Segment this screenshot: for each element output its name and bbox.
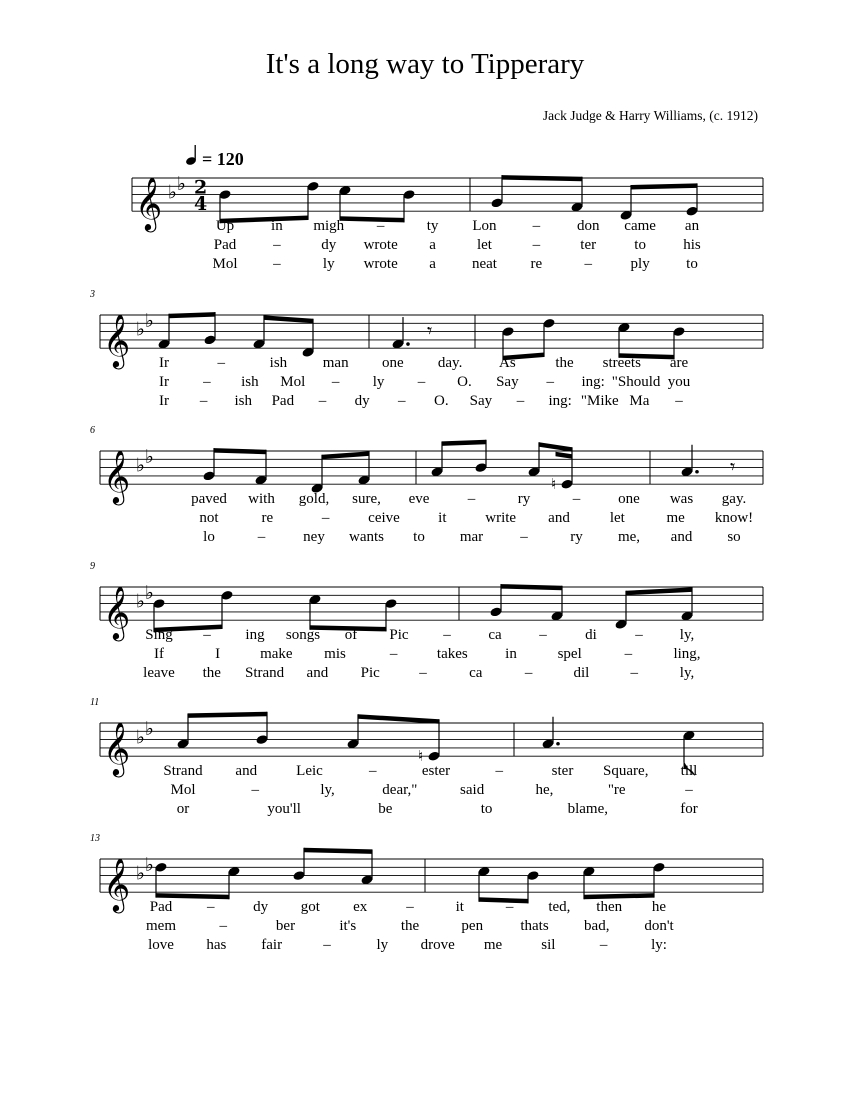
- lyric-syllable: re: [530, 256, 543, 272]
- beam: [501, 584, 562, 590]
- lyric-syllable: ry: [517, 491, 531, 507]
- lyric-syllable: the: [400, 918, 420, 934]
- lyric-syllable: sil: [541, 937, 556, 953]
- lyric-syllable: ted,: [548, 899, 571, 915]
- lyric-syllable: Mol: [212, 256, 238, 272]
- lyric-syllable: –: [584, 256, 592, 272]
- flat-icon: ♭: [145, 582, 154, 605]
- flat-icon: ♭: [145, 446, 154, 469]
- natural-icon: ♮: [418, 747, 424, 766]
- flat-icon: ♭: [177, 173, 186, 196]
- lyric-syllable: –: [369, 763, 377, 779]
- time-signature-bottom: 4: [194, 193, 208, 216]
- lyric-syllable: dy: [321, 237, 337, 253]
- lyric-syllable: spel: [557, 646, 582, 662]
- eighth-rest-icon: 𝄾: [730, 454, 736, 479]
- lyric-syllable: and: [235, 763, 258, 779]
- lyric-syllable: leave: [143, 665, 175, 681]
- lyric-syllable: to: [686, 256, 698, 272]
- lyric-syllable: As: [498, 355, 516, 371]
- lyric-syllable: drove: [420, 937, 455, 953]
- lyric-syllable: me: [483, 937, 503, 953]
- beam: [304, 848, 372, 854]
- lyric-syllable: ter: [580, 237, 597, 253]
- lyric-syllable: Strand: [163, 763, 203, 779]
- flat-icon: ♭: [136, 318, 145, 341]
- lyric-syllable: ca: [469, 665, 483, 681]
- lyric-syllable: came: [624, 218, 656, 234]
- lyric-syllable: ester: [421, 763, 451, 779]
- beam: [358, 714, 439, 723]
- lyric-syllable: ly: [376, 937, 389, 953]
- lyric-syllable: Pad: [149, 899, 173, 915]
- lyric-syllable: –: [419, 665, 427, 681]
- lyric-syllable: Lon: [472, 218, 497, 234]
- lyric-syllable: mar: [459, 529, 484, 545]
- lyric-syllable: Strand: [245, 665, 285, 681]
- lyric-syllable: mem: [146, 918, 176, 934]
- score-title: It's a long way to Tipperary: [265, 48, 585, 80]
- lyric-syllable: –: [443, 627, 451, 643]
- lyric-syllable: lo: [203, 529, 215, 545]
- lyric-syllable: ish: [241, 374, 259, 390]
- lyric-syllable: ber: [275, 918, 296, 934]
- lyric-syllable: ex: [353, 899, 368, 915]
- lyric-syllable: Say: [496, 374, 519, 390]
- lyric-syllable: wrote: [363, 237, 398, 253]
- lyric-syllable: for: [680, 801, 698, 817]
- lyric-syllable: so: [727, 529, 741, 545]
- lyric-syllable: –: [273, 256, 281, 272]
- lyric-syllable: Ir: [159, 374, 169, 390]
- beam: [539, 442, 572, 451]
- lyric-syllable: –: [318, 393, 327, 409]
- lyric-syllable: Say: [469, 393, 493, 409]
- lyric-syllable: –: [199, 393, 208, 409]
- lyric-syllable: the: [555, 355, 574, 371]
- lyric-syllable: he,: [535, 782, 554, 798]
- lyric-syllable: –: [685, 782, 693, 798]
- treble-clef-icon: 𝄞: [103, 721, 131, 776]
- lyric-syllable: Pad: [213, 237, 237, 253]
- lyric-syllable: –: [217, 355, 225, 371]
- lyric-syllable: or: [176, 801, 190, 817]
- eighth-rest-icon: 𝄾: [427, 318, 433, 343]
- lyric-syllable: –: [505, 899, 514, 915]
- lyric-syllable: –: [599, 937, 608, 953]
- lyric-syllable: ing:: [581, 374, 605, 390]
- flat-icon: ♭: [136, 590, 145, 613]
- flat-icon: ♭: [136, 454, 145, 477]
- lyric-syllable: –: [635, 627, 643, 643]
- measure-number: 6: [90, 425, 95, 436]
- lyric-syllable: Sing: [145, 627, 173, 643]
- lyric-syllable: Ir: [159, 393, 169, 409]
- lyric-syllable: to: [413, 529, 425, 545]
- lyric-syllable: takes: [436, 646, 468, 662]
- lyric-syllable: in: [271, 218, 283, 234]
- lyric-syllable: pen: [461, 918, 484, 934]
- lyric-syllable: –: [520, 529, 528, 545]
- lyric-syllable: to: [480, 801, 493, 817]
- lyric-syllable: one: [382, 355, 404, 371]
- lyric-syllable: –: [532, 218, 541, 234]
- lyric-syllable: –: [219, 918, 227, 934]
- lyric-syllable: dy: [253, 899, 269, 915]
- lyric-syllable: me,: [617, 529, 641, 545]
- lyric-syllable: till: [680, 763, 698, 779]
- lyric-syllable: –: [323, 937, 331, 953]
- lyric-syllable: –: [257, 529, 266, 545]
- lyric-syllable: ca: [488, 627, 502, 643]
- lyric-syllable: ceive: [368, 510, 400, 526]
- lyric-syllable: –: [516, 393, 525, 409]
- lyric-syllable: –: [397, 393, 406, 409]
- lyric-syllable: a: [429, 237, 436, 253]
- lyric-syllable: –: [389, 646, 398, 662]
- lyric-syllable: don: [576, 218, 600, 234]
- lyric-syllable: dear,": [382, 782, 418, 798]
- lyric-syllable: paved: [191, 491, 227, 507]
- beam: [442, 440, 486, 446]
- beam: [169, 312, 215, 318]
- lyric-syllable: ty: [426, 218, 439, 234]
- lyric-syllable: migh: [313, 218, 345, 234]
- lyric-syllable: –: [203, 374, 211, 390]
- lyric-syllable: you: [667, 374, 691, 390]
- lyric-syllable: sure,: [352, 491, 381, 507]
- lyric-syllable: me: [666, 510, 685, 526]
- lyric-syllable: are: [669, 355, 689, 371]
- lyric-syllable: fair: [261, 937, 283, 953]
- lyric-syllable: ney: [303, 529, 325, 545]
- lyric-syllable: was: [669, 491, 694, 507]
- lyric-syllable: ing: [245, 627, 265, 643]
- flat-icon: ♭: [136, 862, 145, 885]
- lyric-syllable: Square,: [603, 763, 649, 779]
- lyric-syllable: has: [206, 937, 227, 953]
- lyric-syllable: you'll: [267, 801, 301, 817]
- lyric-syllable: neat: [471, 256, 497, 272]
- lyric-syllable: If: [154, 646, 164, 662]
- lyric-syllable: and: [306, 665, 329, 681]
- lyric-syllable: and: [548, 510, 570, 526]
- tempo-bpm: = 120: [202, 149, 244, 169]
- lyric-syllable: his: [683, 237, 701, 253]
- lyric-syllable: to: [634, 237, 646, 253]
- flat-icon: ♭: [136, 726, 145, 749]
- lyric-syllable: be: [378, 801, 393, 817]
- beam: [264, 315, 313, 323]
- flat-icon: ♭: [145, 854, 154, 877]
- lyric-syllable: –: [321, 510, 330, 526]
- lyric-syllable: ly,: [679, 665, 695, 681]
- lyric-syllable: –: [675, 393, 683, 409]
- lyric-syllable: ish: [269, 355, 288, 371]
- lyric-syllable: blame,: [567, 801, 608, 817]
- lyric-syllable: with: [248, 491, 275, 507]
- lyric-syllable: let: [609, 510, 625, 526]
- lyric-syllable: ly,: [320, 782, 335, 798]
- lyric-syllable: dy: [354, 393, 370, 409]
- lyric-syllable: let: [476, 237, 492, 253]
- lyric-syllable: di: [585, 627, 597, 643]
- lyric-syllable: it's: [339, 918, 357, 934]
- lyric-syllable: of: [344, 627, 358, 643]
- lyric-syllable: Ma: [629, 393, 650, 409]
- lyric-syllable: not: [199, 510, 219, 526]
- lyric-syllable: –: [467, 491, 476, 507]
- treble-clef-icon: 𝄞: [103, 449, 131, 504]
- lyric-syllable: "re: [607, 782, 626, 798]
- lyric-syllable: O.: [434, 393, 449, 409]
- lyric-syllable: Mol: [170, 782, 196, 798]
- lyric-syllable: –: [524, 665, 533, 681]
- lyric-syllable: the: [202, 665, 221, 681]
- lyric-syllable: –: [630, 665, 638, 681]
- lyric-syllable: make: [260, 646, 293, 662]
- lyric-syllable: I: [215, 646, 221, 662]
- lyric-syllable: ry: [570, 529, 583, 545]
- lyric-syllable: ing:: [548, 393, 572, 409]
- lyric-syllable: –: [546, 374, 554, 390]
- lyric-syllable: he: [651, 899, 667, 915]
- lyric-syllable: got: [300, 899, 320, 915]
- lyric-syllable: gold,: [298, 491, 330, 507]
- lyric-syllable: said: [460, 782, 485, 798]
- lyric-syllable: ly,: [679, 627, 695, 643]
- lyric-syllable: –: [203, 627, 211, 643]
- lyric-syllable: it: [438, 510, 447, 526]
- lyric-syllable: day.: [437, 355, 463, 371]
- beam: [479, 897, 528, 903]
- lyric-syllable: –: [539, 627, 547, 643]
- lyric-syllable: Mol: [280, 374, 306, 390]
- treble-clef-icon: 𝄞: [135, 176, 163, 231]
- measure-number: 13: [90, 833, 100, 844]
- lyric-syllable: songs: [285, 627, 321, 643]
- lyric-syllable: –: [251, 782, 260, 798]
- beam: [556, 452, 573, 459]
- lyric-syllable: ply: [630, 256, 650, 272]
- lyric-syllable: –: [406, 899, 414, 915]
- beam: [502, 175, 582, 181]
- lyric-syllable: –: [331, 374, 340, 390]
- lyric-syllable: man: [322, 355, 349, 371]
- beam: [214, 448, 266, 454]
- lyric-syllable: –: [417, 374, 426, 390]
- flat-icon: ♭: [145, 718, 154, 741]
- beam: [188, 712, 267, 718]
- lyric-syllable: Pad: [271, 393, 295, 409]
- lyric-syllable: dil: [573, 665, 590, 681]
- time-signature-top: 2: [194, 176, 208, 199]
- lyric-syllable: –: [532, 237, 541, 253]
- natural-icon: ♮: [551, 475, 557, 494]
- lyric-syllable: eve: [408, 491, 430, 507]
- lyric-syllable: –: [624, 646, 633, 662]
- lyric-syllable: and: [670, 529, 693, 545]
- lyric-syllable: bad,: [584, 918, 610, 934]
- lyric-syllable: thats: [520, 918, 549, 934]
- lyric-syllable: streets: [602, 355, 641, 371]
- beam: [631, 183, 697, 189]
- lyric-syllable: love: [148, 937, 174, 953]
- beam: [626, 587, 692, 595]
- beam: [322, 451, 369, 459]
- treble-clef-icon: 𝄞: [103, 585, 131, 640]
- dot: [556, 742, 560, 746]
- lyric-syllable: one: [618, 491, 640, 507]
- lyric-syllable: O.: [457, 374, 472, 390]
- lyric-syllable: wants: [349, 529, 384, 545]
- lyric-syllable: know!: [714, 510, 754, 526]
- lyric-syllable: ish: [234, 393, 252, 409]
- lyric-syllable: an: [684, 218, 700, 234]
- lyric-syllable: wrote: [363, 256, 398, 272]
- lyric-syllable: mis: [324, 646, 346, 662]
- measure-number: 3: [90, 289, 95, 300]
- treble-clef-icon: 𝄞: [103, 313, 131, 368]
- lyric-syllable: re: [261, 510, 274, 526]
- measure-number: 9: [90, 561, 95, 572]
- lyric-syllable: "Mike: [580, 393, 619, 409]
- composer-credit: Jack Judge & Harry Williams, (c. 1912): [542, 108, 758, 123]
- flat-icon: ♭: [168, 181, 177, 204]
- lyric-syllable: Up: [215, 218, 235, 234]
- lyric-syllable: Ir: [159, 355, 169, 371]
- lyric-syllable: ly:: [651, 937, 667, 953]
- lyric-syllable: –: [207, 899, 215, 915]
- lyric-syllable: Pic: [389, 627, 409, 643]
- treble-clef-icon: 𝄞: [103, 857, 131, 912]
- lyric-syllable: write: [485, 510, 517, 526]
- dot: [406, 342, 410, 346]
- lyric-syllable: it: [455, 899, 464, 915]
- lyric-syllable: gay.: [721, 491, 747, 507]
- lyric-syllable: –: [572, 491, 581, 507]
- lyric-syllable: ly: [372, 374, 385, 390]
- beam: [340, 216, 404, 222]
- flat-icon: ♭: [145, 310, 154, 333]
- lyric-syllable: Leic: [296, 763, 323, 779]
- lyric-syllable: –: [376, 218, 385, 234]
- measure-number: 11: [90, 697, 100, 708]
- lyric-syllable: ster: [551, 763, 574, 779]
- dot: [695, 470, 699, 474]
- lyric-syllable: then: [596, 899, 623, 915]
- lyric-syllable: ling,: [673, 646, 701, 662]
- lyric-syllable: don't: [644, 918, 674, 934]
- lyric-syllable: –: [495, 763, 503, 779]
- lyric-syllable: ly: [322, 256, 335, 272]
- lyric-syllable: Pic: [360, 665, 380, 681]
- lyric-syllable: "Should: [611, 374, 661, 390]
- lyric-syllable: in: [505, 646, 517, 662]
- lyric-syllable: –: [273, 237, 281, 253]
- lyric-syllable: a: [429, 256, 436, 272]
